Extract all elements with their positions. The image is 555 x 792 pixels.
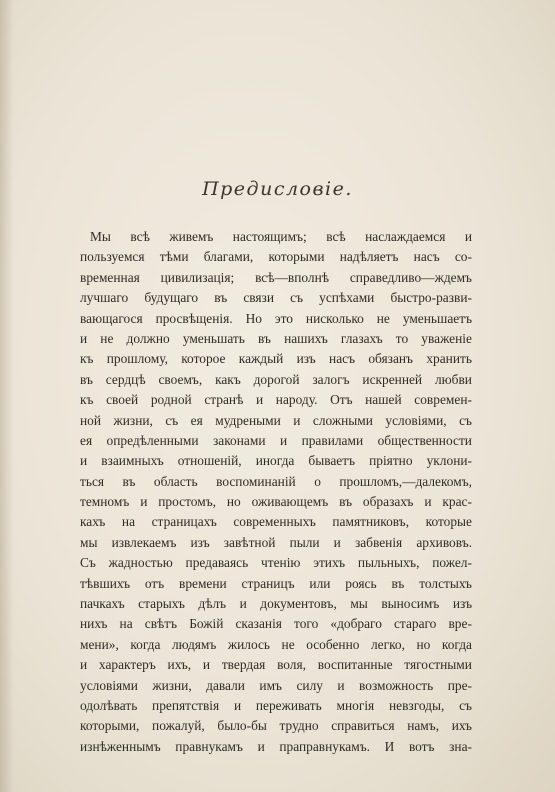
- text-line: къ прошлому, которое каждый изъ насъ обязанъ хранить: [80, 351, 472, 367]
- text-line: ться въ область воспоминаній о прошломъ,—далекомъ,: [80, 473, 472, 489]
- text-line: Мы всѣ живемъ настоящимъ; всѣ наслаждаемся и: [90, 229, 472, 244]
- text-line: къ своей родной странѣ и народу. Отъ нашей современ-: [80, 392, 472, 408]
- text-line: темномъ и простомъ, но оживающемъ въ образахъ и крас-: [80, 494, 472, 510]
- page-spine-shadow: [0, 0, 14, 792]
- text-line: мы извлекаемъ изъ завѣтной пыли и забвенія архивовъ.: [80, 534, 472, 550]
- text-line: пользуемся тѣми благами, которыми надѣляетъ насъ со-: [80, 249, 472, 265]
- text-line: пачкахъ старыхъ дѣлъ и документовъ, мы выносимъ изъ: [80, 596, 472, 612]
- text-line: ея опредѣленными законами и правилами общественности: [80, 432, 472, 448]
- text-line: и характеръ ихъ, и твердая воля, воспитанные тягостными: [80, 657, 472, 673]
- text-line: и взаимныхъ отношеній, иногда бываетъ пріятно уклони-: [80, 453, 472, 469]
- text-line: которыми, пожалуй, было-бы трудно справиться намъ, ихъ: [80, 718, 472, 734]
- text-line: временная цивилизація; всѣ—вполнѣ справедливо—ждемъ: [80, 269, 472, 285]
- text-line: въ сердцѣ своемъ, какъ дорогой залогъ искренней любви: [80, 371, 472, 387]
- text-line: кахъ на страницахъ современныхъ памятниковъ, которые: [80, 514, 472, 530]
- preface-text: [80, 227, 472, 757]
- text-line: нихъ на свѣтъ Божій сказанія того «добраго стараго вре-: [80, 616, 472, 632]
- text-line: тѣвшихъ отъ времени страницъ или роясь въ толстыхъ: [80, 575, 472, 591]
- text-line: ной жизни, съ ея мудреными и сложными условіями, съ: [80, 412, 472, 428]
- text-line: и не должно уменьшать въ нашихъ глазахъ то уваженіе: [80, 330, 472, 346]
- text-line: условіями жизни, давали имъ силу и возможность пре-: [80, 677, 472, 693]
- page-title: Предисловіе.: [202, 178, 353, 200]
- text-line: изнѣженнымъ правнукамъ и праправнукамъ. И вотъ зна-: [80, 738, 472, 754]
- text-line: Съ жадностью предаваясь чтенію этихъ пыльныхъ, пожел-: [80, 555, 472, 571]
- text-line: лучшаго будущаго въ связи съ успѣхами быстро-разви-: [80, 290, 472, 306]
- text-line: вающагося просвѣщенія. Но это нисколько не уменьшаетъ: [80, 310, 472, 326]
- text-line: мени», когда людямъ жилось не особенно легко, но когда: [80, 636, 472, 652]
- text-line: одолѣвать препятствія и переживать многія невзгоды, съ: [80, 697, 472, 713]
